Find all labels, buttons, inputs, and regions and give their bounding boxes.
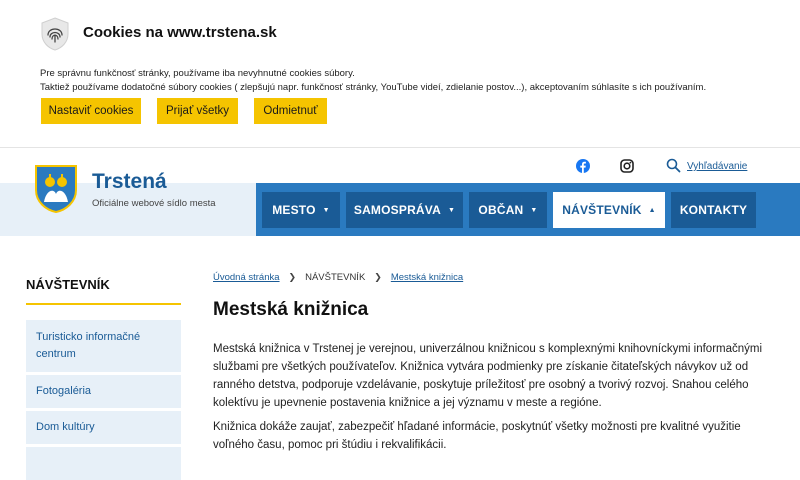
sidebar-item-fotogaleria[interactable]: Fotogaléria xyxy=(26,375,181,408)
facebook-icon[interactable] xyxy=(576,159,590,173)
instagram-icon[interactable] xyxy=(620,159,634,173)
site-name[interactable]: Trstená xyxy=(92,170,167,193)
chevron-right-icon: ❯ xyxy=(374,272,382,282)
cookie-text xyxy=(40,67,780,94)
nav-item-label: NÁVŠTEVNÍK xyxy=(562,203,642,217)
breadcrumb-current-link[interactable]: Mestská knižnica xyxy=(390,272,464,283)
content-paragraph: Mestská knižnica v Trstenej je verejnou, univerzálnou knižnicou s komplexnými knihovníckymi informačnými službami pre všetkých používateľov. Knižnica vytvára podmienky pre získanie čitateľských návykov už od ranného detstva, podporuje vzdelávanie, poskytuje príležitosť pre osobný a tvorivý rozvoj. Snahou celého kolektívu je upevnenie postavenia knižnice a jej významu v meste a regióne. xyxy=(213,343,763,409)
cookie-reject-button[interactable]: Odmietnuť xyxy=(254,98,327,124)
search-link[interactable]: Vyhľadávanie xyxy=(687,161,748,172)
nav-item-navstevnik[interactable] xyxy=(553,192,665,228)
cookie-title: Cookies na www.trstena.sk xyxy=(83,24,277,41)
breadcrumb-section: NÁVŠTEVNÍK xyxy=(305,272,366,283)
page-title: Mestská knižnica xyxy=(213,299,369,320)
caret-down-icon: ▼ xyxy=(530,206,538,214)
content-paragraph: Knižnica dokáže zaujať, zabezpečiť hľadané informácie, poskytnúť všetky možnosti pre kvalitné využitie voľného času, pomoc pri štúdiu i rekvalifikácii. xyxy=(213,421,741,451)
caret-down-icon: ▼ xyxy=(447,206,456,214)
fingerprint-shield-icon xyxy=(40,17,70,51)
cookie-accept-all-button[interactable]: Prijať všetky xyxy=(157,98,238,124)
nav-item-label: SAMOSPRÁVA xyxy=(353,203,441,217)
nav-item-obcan[interactable] xyxy=(469,192,547,228)
cookie-banner xyxy=(0,0,800,146)
main-nav xyxy=(256,183,800,236)
sidebar-divider xyxy=(26,303,181,305)
site-subtitle: Oficiálne webové sídlo mesta xyxy=(92,198,216,209)
nav-item-label: KONTAKTY xyxy=(679,203,748,217)
sidebar-item-dom-kultury[interactable]: Dom kultúry xyxy=(26,411,181,444)
city-crest-logo[interactable] xyxy=(34,164,78,214)
nav-item-kontakty[interactable] xyxy=(671,192,756,228)
cookie-settings-button[interactable]: Nastaviť cookies xyxy=(41,98,141,124)
sidebar-item-tic[interactable]: Turisticko informačné centrum xyxy=(26,320,181,372)
breadcrumb-home-link[interactable]: Úvodná stránka xyxy=(213,272,280,283)
cookie-text-line: Taktiež používame dodatočné súbory cookies ( zlepšujú napr. funkčnosť stránky, YouTube videí, zdielanie postov...), akceptovaním súhlasíte s ich používaním. xyxy=(40,81,707,93)
site-header xyxy=(0,147,800,235)
chevron-right-icon: ❯ xyxy=(288,272,297,282)
nav-item-samosprava[interactable] xyxy=(346,192,463,228)
breadcrumb xyxy=(213,272,463,283)
cookie-text-line: Pre správnu funkčnosť stránky, používame iba nevyhnutné cookies súbory. xyxy=(40,68,355,79)
sidebar-item[interactable] xyxy=(26,447,181,480)
sidebar-title: NÁVŠTEVNÍK xyxy=(26,277,110,292)
search-icon[interactable] xyxy=(666,158,681,173)
nav-item-label: OBČAN xyxy=(478,203,524,217)
nav-item-label: MESTO xyxy=(272,203,316,217)
caret-up-icon: ▲ xyxy=(648,206,656,214)
caret-down-icon: ▼ xyxy=(322,206,330,214)
nav-item-mesto[interactable] xyxy=(262,192,340,228)
